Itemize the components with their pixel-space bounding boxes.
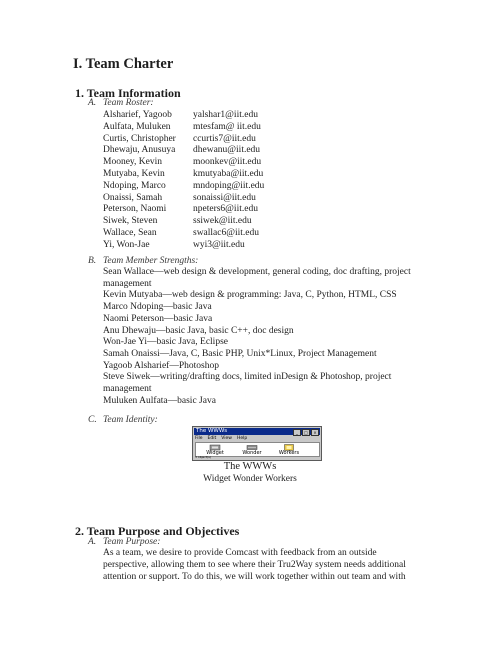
member-name: Mutyaba, Kevin xyxy=(103,168,165,179)
window-screenshot xyxy=(192,426,322,461)
member-email: dhewanu@iit.edu xyxy=(193,145,261,156)
strength-line: Yagoob Alsharief—Photoshop xyxy=(103,360,219,371)
purpose-label: Team Purpose: xyxy=(103,537,161,547)
menu-item-view: View xyxy=(221,436,232,441)
team-identity-figure xyxy=(192,426,322,460)
member-name: Onaissi, Samah xyxy=(103,192,163,203)
roster-row xyxy=(103,204,264,216)
roster-row xyxy=(103,181,264,193)
menu-item-edit: Edit xyxy=(207,436,217,441)
roster-row xyxy=(103,157,264,169)
roster-row xyxy=(103,122,264,134)
purpose-line: As a team, we desire to provide Comcast with feedback from an outside xyxy=(103,548,377,558)
strength-line: management xyxy=(103,384,152,395)
strength-line: Naomi Peterson—basic Java xyxy=(103,313,213,324)
workers-label: Workers xyxy=(278,450,300,456)
strength-line: Won-Jae Yi—basic Java, Eclipse xyxy=(103,337,228,348)
roster-row xyxy=(103,145,264,157)
menu-item-help: Help xyxy=(236,436,248,441)
purpose-line: perspective, allowing them to see where their Tru2Way system needs additional xyxy=(103,559,406,570)
roster-row xyxy=(103,169,264,181)
roster-subheading xyxy=(88,98,154,108)
roster-letter: A. xyxy=(88,98,97,108)
member-name: Siwek, Steven xyxy=(103,216,158,227)
member-email: npeters6@iit.edu xyxy=(193,204,258,215)
section-title: I. Team Charter xyxy=(73,56,174,72)
strength-line: Anu Dhewaju—basic Java, basic C++, doc design xyxy=(103,325,294,336)
purpose-subheading xyxy=(88,537,160,547)
member-name: Yi, Won-Jae xyxy=(103,239,150,250)
member-email: moonkev@iit.edu xyxy=(193,157,262,168)
strengths-letter: B. xyxy=(88,256,97,266)
team-information-heading: 1. Team Information xyxy=(75,86,181,100)
member-name: Mooney, Kevin xyxy=(103,157,163,168)
member-email: wyi3@iit.edu xyxy=(193,239,245,250)
minimize-icon: _ xyxy=(293,429,301,436)
roster-row xyxy=(103,193,264,205)
purpose-line: attention or support. To do this, we will work together within out team and with xyxy=(103,571,406,582)
identity-letter: C. xyxy=(88,415,97,425)
identity-label: Team Identity: xyxy=(103,415,158,425)
member-name: Wallace, Sean xyxy=(103,227,157,238)
member-name: Alsharief, Yagoob xyxy=(103,110,172,120)
window-title: The WWWs xyxy=(196,428,228,434)
strength-line: Kevin Mutyaba—web design & programming: Java, C, Python, HTML, CSS xyxy=(103,290,397,301)
menu-item-file: File xyxy=(195,436,203,441)
window-client-area xyxy=(195,442,320,457)
roster-list xyxy=(103,110,264,252)
strength-line: Steve Siwek—writing/drafting docs, limited inDesign & Photoshop, project xyxy=(103,372,392,383)
close-icon: × xyxy=(311,429,319,436)
member-email: swallac6@iit.edu xyxy=(193,227,259,238)
identity-caption-title: The WWWs xyxy=(223,461,277,472)
member-email: mndoping@iit.edu xyxy=(193,180,265,191)
identity-subheading xyxy=(88,415,158,425)
member-name: Aulfata, Muluken xyxy=(103,121,171,132)
member-email: kmutyaba@iit.edu xyxy=(193,168,264,179)
purpose-paragraph xyxy=(103,548,423,583)
window-controls xyxy=(293,429,319,436)
wonder-item xyxy=(237,444,267,456)
window-menubar xyxy=(195,436,247,441)
member-name: Dhewaju, Anusuya xyxy=(103,145,176,156)
roster-row xyxy=(103,216,264,228)
workers-item xyxy=(274,444,304,456)
member-name: Peterson, Naomi xyxy=(103,204,167,215)
roster-label: Team Roster: xyxy=(103,98,154,108)
strength-line: Marco Ndoping—basic Java xyxy=(103,302,212,313)
strength-line: Samah Onaissi—Java, C, Basic PHP, Unix*Linux, Project Management xyxy=(103,348,377,359)
member-email: sonaissi@iit.edu xyxy=(193,192,256,203)
identity-caption-subtitle: Widget Wonder Workers xyxy=(203,474,297,484)
strength-line: Muluken Aulfata—basic Java xyxy=(103,395,216,406)
roster-row xyxy=(103,134,264,146)
member-email: ccurtis7@iit.edu xyxy=(193,133,256,144)
strength-line: management xyxy=(103,278,152,289)
roster-row xyxy=(103,240,264,252)
member-name: Ndoping, Marco xyxy=(103,180,166,191)
wonder-label: Wonder xyxy=(242,450,262,456)
roster-row xyxy=(103,228,264,240)
team-purpose-heading: 2. Team Purpose and Objectives xyxy=(75,524,240,538)
window-statusbar: 3 object(s) xyxy=(195,455,212,459)
member-name: Curtis, Christopher xyxy=(103,133,176,144)
purpose-letter: A. xyxy=(88,537,97,547)
member-email: yalshar1@iit.edu xyxy=(193,110,258,120)
strengths-list xyxy=(103,267,413,407)
member-email: ssiwek@iit.edu xyxy=(193,216,252,227)
strengths-label: Team Member Strengths: xyxy=(103,256,199,266)
strengths-subheading xyxy=(88,256,198,266)
member-email: mtesfam@ iit.edu xyxy=(193,121,261,132)
window-titlebar xyxy=(194,428,320,435)
roster-row xyxy=(103,110,264,122)
strength-line: Sean Wallace—web design & development, general coding, doc drafting, project xyxy=(103,267,411,277)
widget-label: Widget xyxy=(206,450,224,456)
maximize-icon: □ xyxy=(302,429,310,436)
